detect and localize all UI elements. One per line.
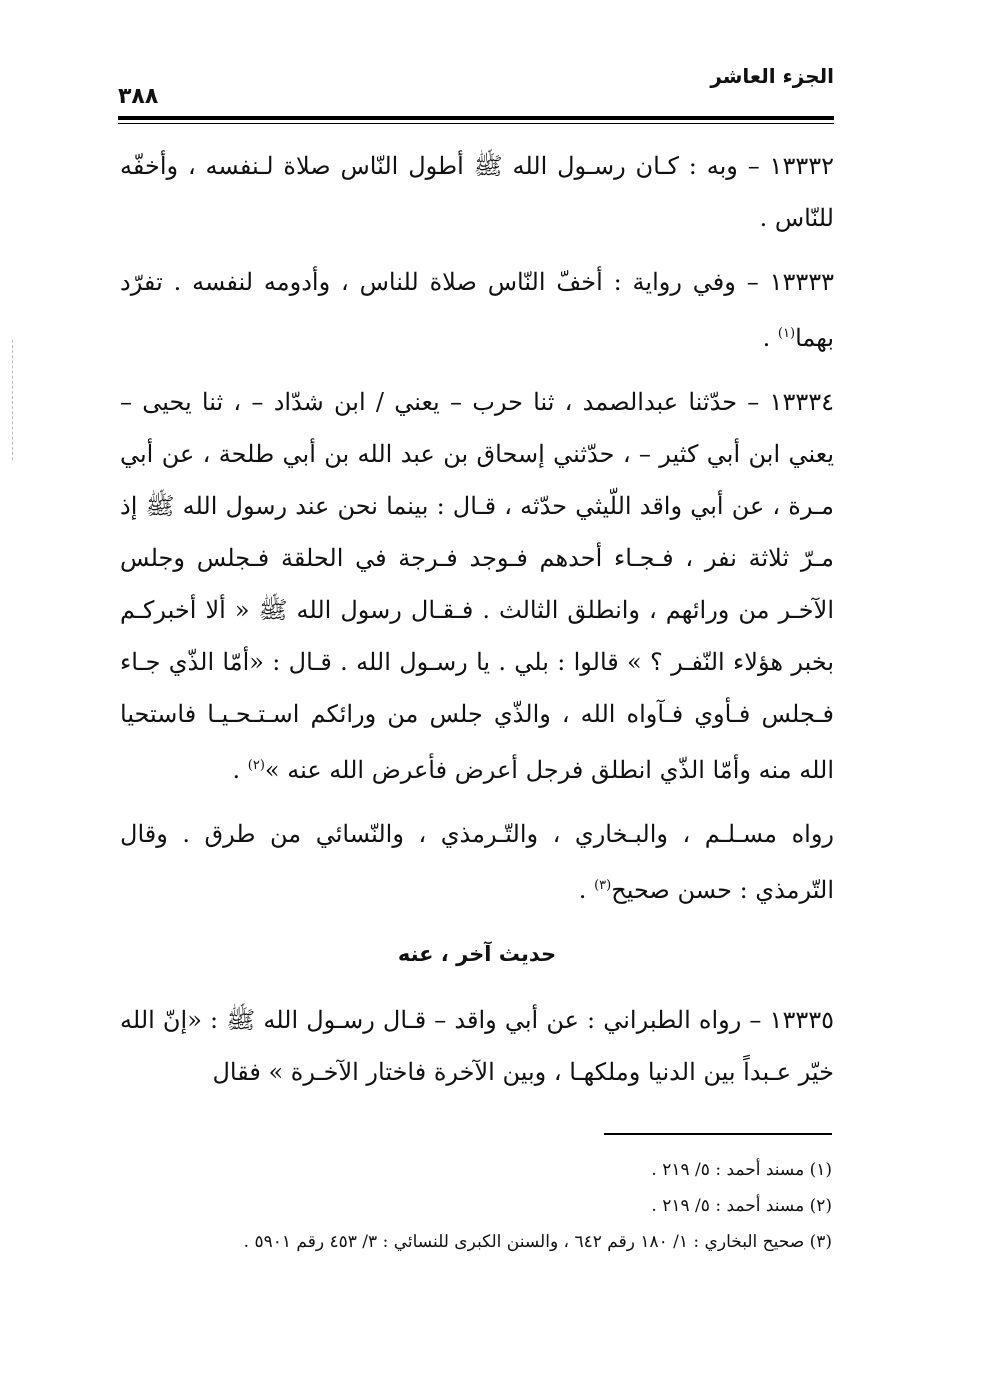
paragraph [120, 256, 834, 364]
paragraph [120, 140, 834, 244]
section-heading: حديث آخر ، عنه [397, 942, 557, 966]
main-text [120, 140, 834, 1110]
paragraph-tail: . [232, 756, 248, 784]
footnote: (١) مسند أحمد : ٥/ ٢١٩ . [651, 1160, 832, 1180]
footnote-rule [604, 1133, 832, 1135]
header-rule [118, 116, 834, 120]
paragraph-text: ١٣٣٣٣ – وفي رواية : أخفّ النّاس صلاة للناس ، وأدومه لنفسه . تفرّد بهما [120, 268, 835, 352]
footnotes [120, 1152, 832, 1260]
paragraph-tail: . [762, 324, 778, 352]
footnote-ref: (١) [777, 326, 796, 341]
footnote: (٢) مسند أحمد : ٥/ ٢١٩ . [651, 1196, 832, 1216]
paragraph [120, 994, 834, 1098]
paragraph-text: ١٣٣٣٤ – حدّثنا عبدالصمد ، ثنا حرب – يعني / ابن شدّاد – ، ثنا يحيى – يعني ابن أبي كثير – ، حدّثني إسحاق بن عبد الله بن أبي طلحة ، عن أبي مـرة ، عن أبي واقد اللّيثي حدّثه ، قـال : بينما نحن عند رسول الله ﷺ إذ مـرّ ثلاثة نفر ، فـجـاء أحدهم فـوجد فـرجة في الحلقة فـجلس وجلس الآخـر من ورائهم ، وانطلق الثالث . فـقـال رسول الله ﷺ « ألا أخبركـم بخبر هؤلاء النّفـر ؟ » قالوا : بلي . يا رسـول الله . قـال : «أمّا الذّي جـاء فـجلس فـأوي فـآواه الله ، والذّي جلس من ورائكم اسـتـحـيـا فاستحيا الله منه وأمّا الذّي انطلق فرجل أعرض فأعرض الله عنه » [120, 388, 835, 784]
paragraph [120, 808, 834, 916]
footnote-ref: (٢) [247, 758, 265, 773]
paragraph-text: ١٣٣٣٢ – وبه : كـان رسـول الله ﷺ أطول النّاس صلاة لـنفسه ، وأخفّه للنّاس . [120, 152, 834, 232]
paragraph [120, 376, 834, 796]
scan-margin-mark [12, 340, 14, 460]
header-rule-thin [118, 123, 834, 124]
footnote: (٣) صحيح البخاري : ١/ ١٨٠ رقم ٦٤٢ ، والسنن الكبرى للنسائي : ٣/ ٤٥٣ رقم ٥٩٠١ . [243, 1232, 832, 1252]
footnote-ref: (٣) [594, 878, 612, 893]
page-header [118, 58, 834, 114]
paragraph-text: ١٣٣٣٥ – رواه الطبراني : عن أبي واقد – قـال رسـول الله ﷺ : «إنّ الله خيّر عـبداً بين الدنيا وملكهـا ، وبين الآخرة فاختار الآخـرة » فقال [120, 1006, 834, 1086]
running-title: الجزء العاشر [710, 64, 834, 88]
paragraph-text: رواه مسـلـم ، والبـخاري ، والتّـرمذي ، والنّسائي من طرق . وقال التّرمذي : حسن صحيح [120, 820, 835, 904]
page-number: ٣٨٨ [118, 84, 159, 109]
paragraph-tail: . [578, 876, 595, 904]
